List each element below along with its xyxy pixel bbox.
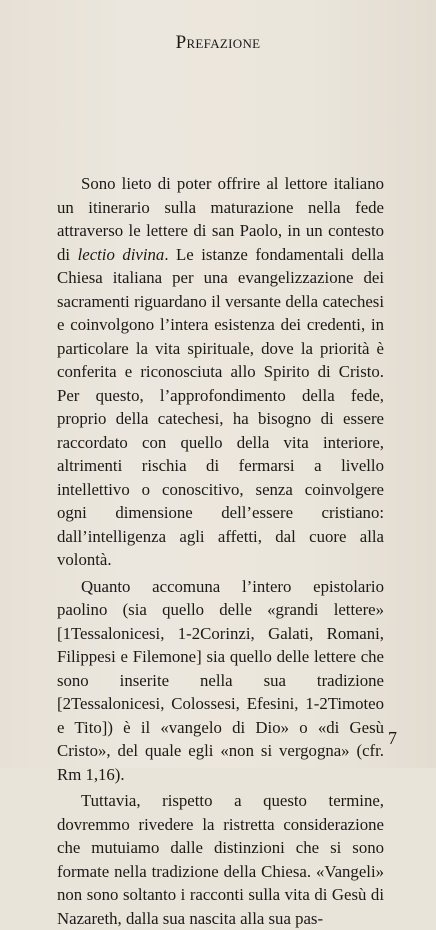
chapter-title: Prefazione	[175, 32, 261, 53]
paragraph-2	[57, 575, 384, 787]
page-number: 7	[388, 728, 397, 748]
paragraph-1-italic-term: lectio divina	[77, 244, 165, 264]
paragraph-2-text: Quanto accomuna l’intero epistolario paolino (sia quello delle «grandi lettere» [1Tessalonicesi, 1-2Corinzi, Galati, Romani, Filippesi e Filemone] sia quello delle lettere che sono inserite nella sua tradizione [2Tessalonicesi, Colossesi, Efesini, 1-2Timoteo e Tito]) è il «vangelo di Dio» o «di Gesù Cristo», del quale egli «non si vergogna» (cfr. Rm 1,16).	[57, 576, 384, 784]
paragraph-1-text-b: . Le istanze fondamentali della Chiesa italiana per una evangelizzazione dei sacramenti riguardano il versante della catechesi e coinvolgono l’intera esistenza dei credenti, in particolare la vita spirituale, dove la priorità è conferita e riconosciuta allo Spirito di Cristo. Per questo, l’approfondimento della fede, proprio della catechesi, ha bisogno di essere raccordato con quello della vita interiore, altrimenti rischia di fermarsi a livello intellettivo o conoscitivo, senza coinvolgere ogni dimensione dell’essere cristiano: dall’intelligenza agli affetti, dal cuore alla volontà.	[57, 244, 384, 569]
paragraph-3	[57, 789, 384, 930]
body-text	[57, 172, 384, 930]
paragraph-1	[57, 172, 384, 572]
paragraph-3-text: Tuttavia, rispetto a questo termine, dovremmo rivedere la ristretta considerazione che mutuiamo dalle distinzioni che si sono formate nella tradizione della Chiesa. «Vangeli» non sono soltanto i racconti sulla vita di Gesù di Nazareth, dalla sua nascita alla sua pas-	[57, 791, 384, 928]
paragraph-1-text-a: Sono lieto di poter offrire al lettore italiano un itinerario sulla maturazione nella fede attraverso le lettere di san Paolo, in un contesto di	[57, 174, 384, 264]
